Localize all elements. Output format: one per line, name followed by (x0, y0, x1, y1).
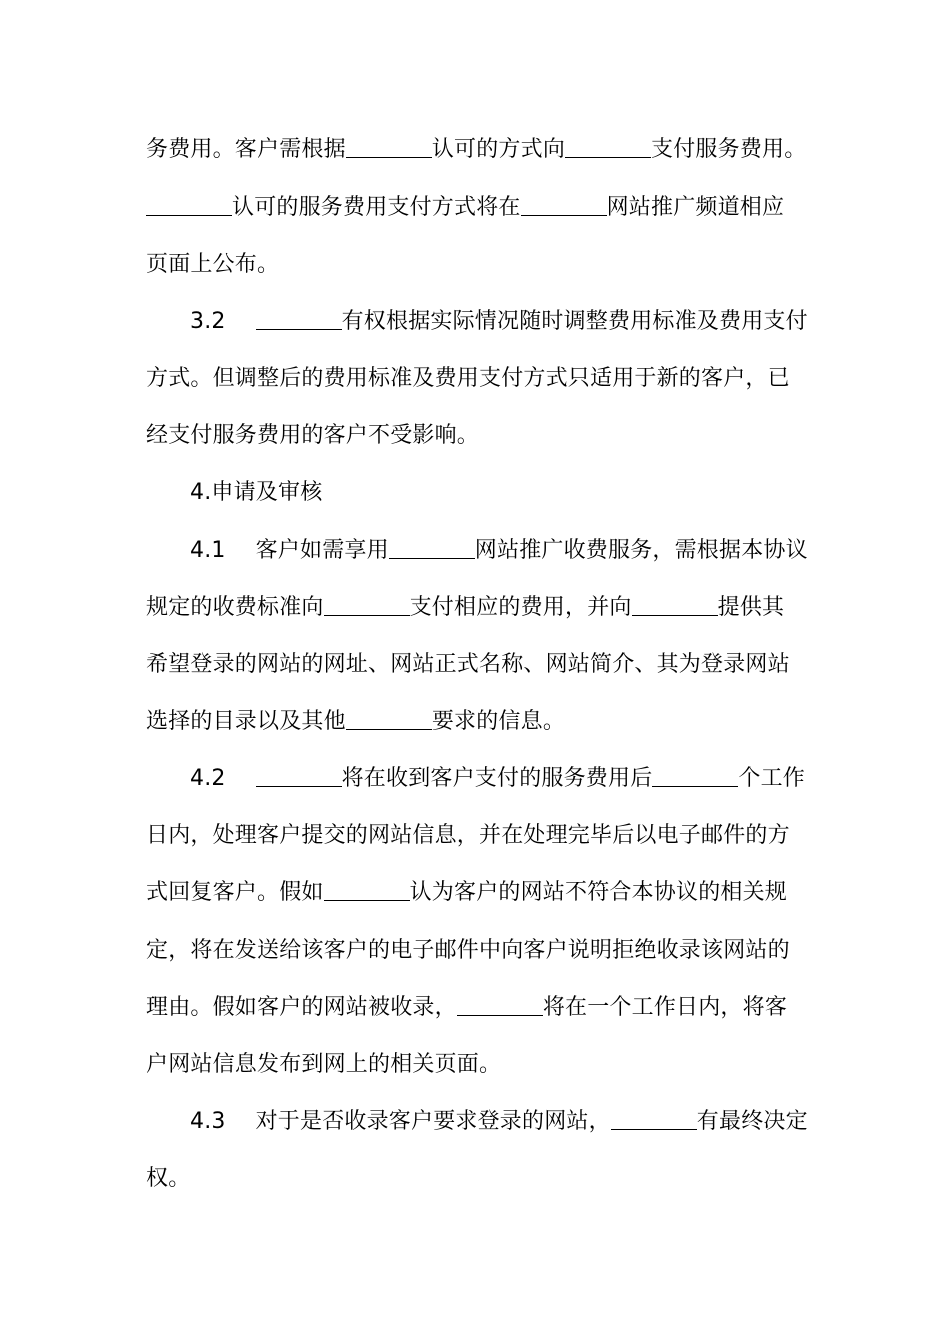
text-segment: 务费用。客户需根据 (146, 137, 346, 162)
text-segment: 将在收到客户支付的服务费用后 (341, 766, 653, 791)
fill-in-blank (256, 766, 342, 787)
text-line (146, 993, 787, 1023)
text-segment: 定，将在发送给该客户的电子邮件中向客户说明拒绝收录该网站的 (146, 938, 790, 963)
fill-in-blank (632, 595, 718, 616)
fill-in-blank (389, 538, 475, 559)
clause-line (190, 764, 805, 794)
fill-in-blank (457, 995, 543, 1016)
section-heading (190, 478, 322, 508)
text-segment: 经支付服务费用的客户不受影响。 (146, 423, 480, 448)
text-segment: 网站推广频道相应 (606, 195, 785, 220)
fill-in-blank (324, 880, 410, 901)
fill-in-blank (256, 309, 342, 330)
fill-in-blank (565, 137, 651, 158)
fill-in-blank (346, 137, 432, 158)
text-line (146, 936, 790, 966)
text-segment: 提供其 (717, 595, 785, 620)
text-line (146, 707, 565, 737)
text-line (146, 135, 806, 165)
text-line (146, 364, 790, 394)
fill-in-blank (521, 195, 607, 216)
fill-in-blank (652, 766, 738, 787)
text-line (146, 1050, 501, 1080)
text-line (146, 878, 787, 908)
clause-number: 4.3 (190, 1109, 226, 1134)
text-segment: 网站推广收费服务，需根据本协议 (474, 538, 808, 563)
clause-line (190, 536, 808, 566)
text-segment: 日内，处理客户提交的网站信息，并在处理完毕后以电子邮件的方 (146, 823, 790, 848)
text-segment: 对于是否收录客户要求登录的网站， (255, 1109, 611, 1134)
text-line (146, 650, 790, 680)
text-segment: 要求的信息。 (431, 709, 566, 734)
text-segment: 权。 (146, 1166, 191, 1191)
text-segment: 有最终决定 (696, 1109, 808, 1134)
text-segment: 选择的目录以及其他 (146, 709, 346, 734)
text-segment: 规定的收费标准向 (146, 595, 324, 620)
clause-number: 4.1 (190, 538, 226, 563)
clause-number: 4.2 (190, 766, 226, 791)
clause-line (190, 307, 808, 337)
fill-in-blank (324, 595, 410, 616)
text-line (146, 250, 279, 280)
text-segment: 将在一个工作日内，将客 (542, 995, 788, 1020)
text-segment: 认可的方式向 (431, 137, 566, 162)
clause-number: 3.2 (190, 309, 226, 334)
text-segment: 户网站信息发布到网上的相关页面。 (146, 1052, 502, 1077)
text-segment: 页面上公布。 (146, 252, 280, 277)
clause-line (190, 1107, 808, 1137)
text-line (146, 593, 784, 623)
text-segment: 方式。但调整后的费用标准及费用支付方式只适用于新的客户，已 (146, 366, 790, 391)
text-segment: 希望登录的网站的网址、网站正式名称、网站简介、其为登录网站 (146, 652, 790, 677)
text-segment: 理由。假如客户的网站被收录， (146, 995, 457, 1020)
text-segment: 有权根据实际情况随时调整费用标准及费用支付 (341, 309, 808, 334)
text-segment: 式回复客户。假如 (146, 880, 324, 905)
text-segment: 支付相应的费用，并向 (409, 595, 632, 620)
text-segment: 支付服务费用。 (651, 137, 807, 162)
text-line (146, 821, 790, 851)
text-segment: 客户如需享用 (255, 538, 389, 563)
text-line (146, 421, 479, 451)
fill-in-blank (346, 709, 432, 730)
text-segment: 个工作 (738, 766, 806, 791)
text-line (146, 193, 784, 223)
fill-in-blank (146, 195, 232, 216)
text-segment: 4.申请及审核 (190, 480, 323, 505)
fill-in-blank (611, 1109, 697, 1130)
text-segment: 认可的服务费用支付方式将在 (232, 195, 521, 220)
text-line (146, 1164, 190, 1194)
text-segment: 认为客户的网站不符合本协议的相关规 (409, 880, 788, 905)
